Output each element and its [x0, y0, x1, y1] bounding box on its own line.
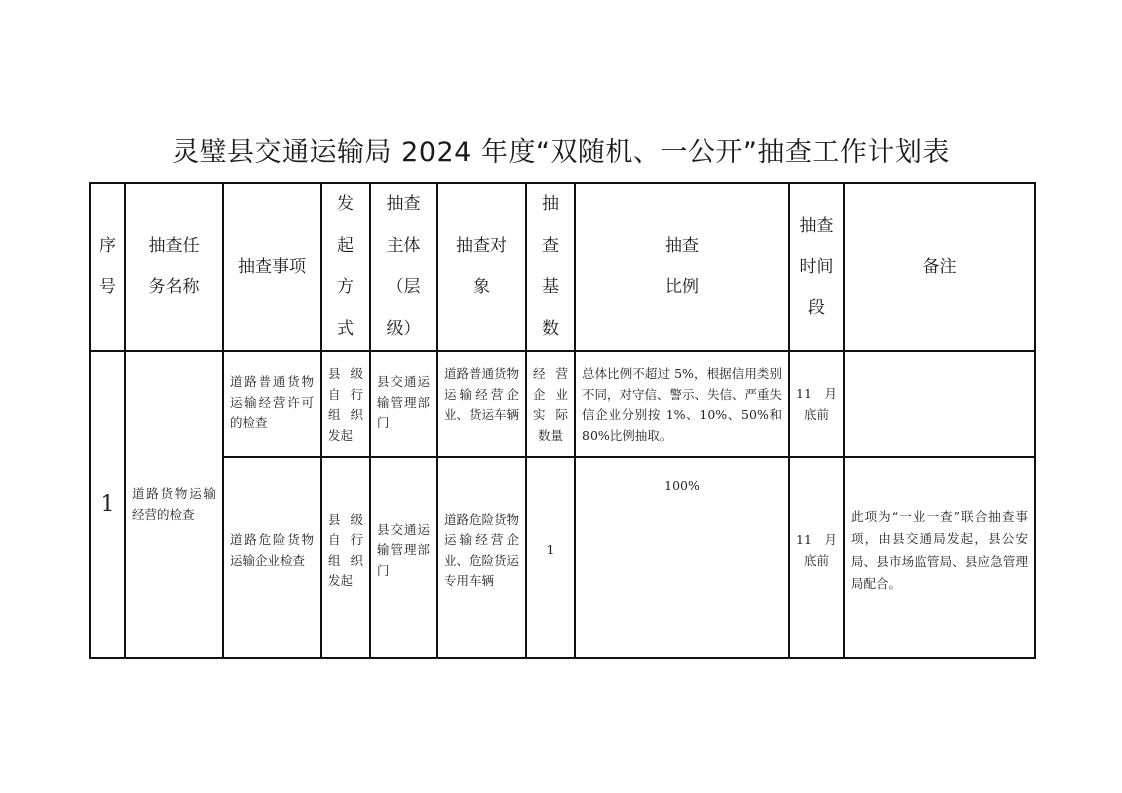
- period-cell: [789, 457, 844, 658]
- initiation-cell: [321, 457, 370, 658]
- task-name-text: 道路货物运输经营的检查: [132, 486, 216, 522]
- header-task-name: [125, 183, 223, 351]
- header-ratio-label: 抽查 比例: [665, 236, 699, 297]
- initiation-text: 县级自行组织发起: [328, 511, 363, 588]
- table-row: [90, 351, 1035, 457]
- header-period-label: 抽查 时间 段: [799, 215, 834, 318]
- subject-cell: [370, 457, 437, 658]
- base-text: 1: [546, 542, 555, 558]
- item-text: 道路危险货物运输企业检查: [230, 532, 314, 568]
- header-base: [526, 183, 575, 351]
- initiation-cell: [321, 351, 370, 457]
- period-text: 11 月底前: [796, 532, 837, 568]
- remark-cell: [844, 457, 1035, 658]
- header-object: [437, 183, 526, 351]
- period-text: 11 月底前: [796, 386, 837, 422]
- header-object-label: 抽查对 象: [456, 236, 507, 297]
- subject-cell: [370, 351, 437, 457]
- ratio-text: 100%: [664, 478, 700, 493]
- header-item-label: 抽查事项: [238, 256, 306, 277]
- subject-text: 县交通运输管理部门: [377, 374, 430, 430]
- header-seq: [90, 183, 125, 351]
- object-cell: [437, 351, 526, 457]
- row-seq-cell: 1: [90, 351, 125, 658]
- object-cell: [437, 457, 526, 658]
- base-text: 经营企业实际数量: [533, 366, 568, 443]
- item-text: 道路普通货物运输经营许可的检查: [230, 374, 314, 430]
- header-period: [789, 183, 844, 351]
- header-subject-label: 抽查 主体 （层 级）: [386, 194, 421, 339]
- subject-text: 县交通运输管理部门: [377, 521, 430, 578]
- header-subject: [370, 183, 437, 351]
- header-remark-label: 备注: [922, 256, 957, 277]
- ratio-cell: [575, 351, 789, 457]
- item-cell: [223, 457, 321, 658]
- inspection-plan-table: [89, 182, 1036, 659]
- header-initiation: [321, 183, 370, 351]
- remark-text: 此项为“一业一查”联合抽查事项，由县交通局发起，县公安局、县市场监管局、县应急管理局配合。: [851, 508, 1028, 591]
- initiation-text: 县级自行组织发起: [328, 366, 363, 443]
- header-base-label: 抽 查 基 数: [542, 194, 559, 339]
- base-cell: [526, 351, 575, 457]
- base-cell: [526, 457, 575, 658]
- remark-cell: [844, 351, 1035, 457]
- header-ratio: [575, 183, 789, 351]
- header-initiation-label: 发 起 方 式: [337, 194, 354, 339]
- ratio-cell: [575, 457, 789, 658]
- task-name-cell: [125, 351, 223, 658]
- item-cell: [223, 351, 321, 457]
- header-item: [223, 183, 321, 351]
- object-text: 道路危险货物运输经营企业、危险货运专用车辆: [444, 511, 520, 588]
- table-row: [90, 457, 1035, 658]
- period-cell: [789, 351, 844, 457]
- header-task-name-label: 抽查任 务名称: [148, 236, 200, 297]
- object-text: 道路普通货物运输经营企业、货运车辆: [444, 366, 520, 422]
- header-seq-label: 序 号: [99, 236, 116, 297]
- table-header-row: [90, 183, 1035, 351]
- ratio-text: 总体比例不超过 5%，根据信用类别不同，对守信、警示、失信、严重失信企业分别按 1%、10%、50%和 80%比例抽取。: [582, 366, 783, 443]
- page-title: 灵璧县交通运输局 2024 年度“双随机、一公开”抽查工作计划表: [172, 137, 950, 168]
- header-remark: [844, 183, 1035, 351]
